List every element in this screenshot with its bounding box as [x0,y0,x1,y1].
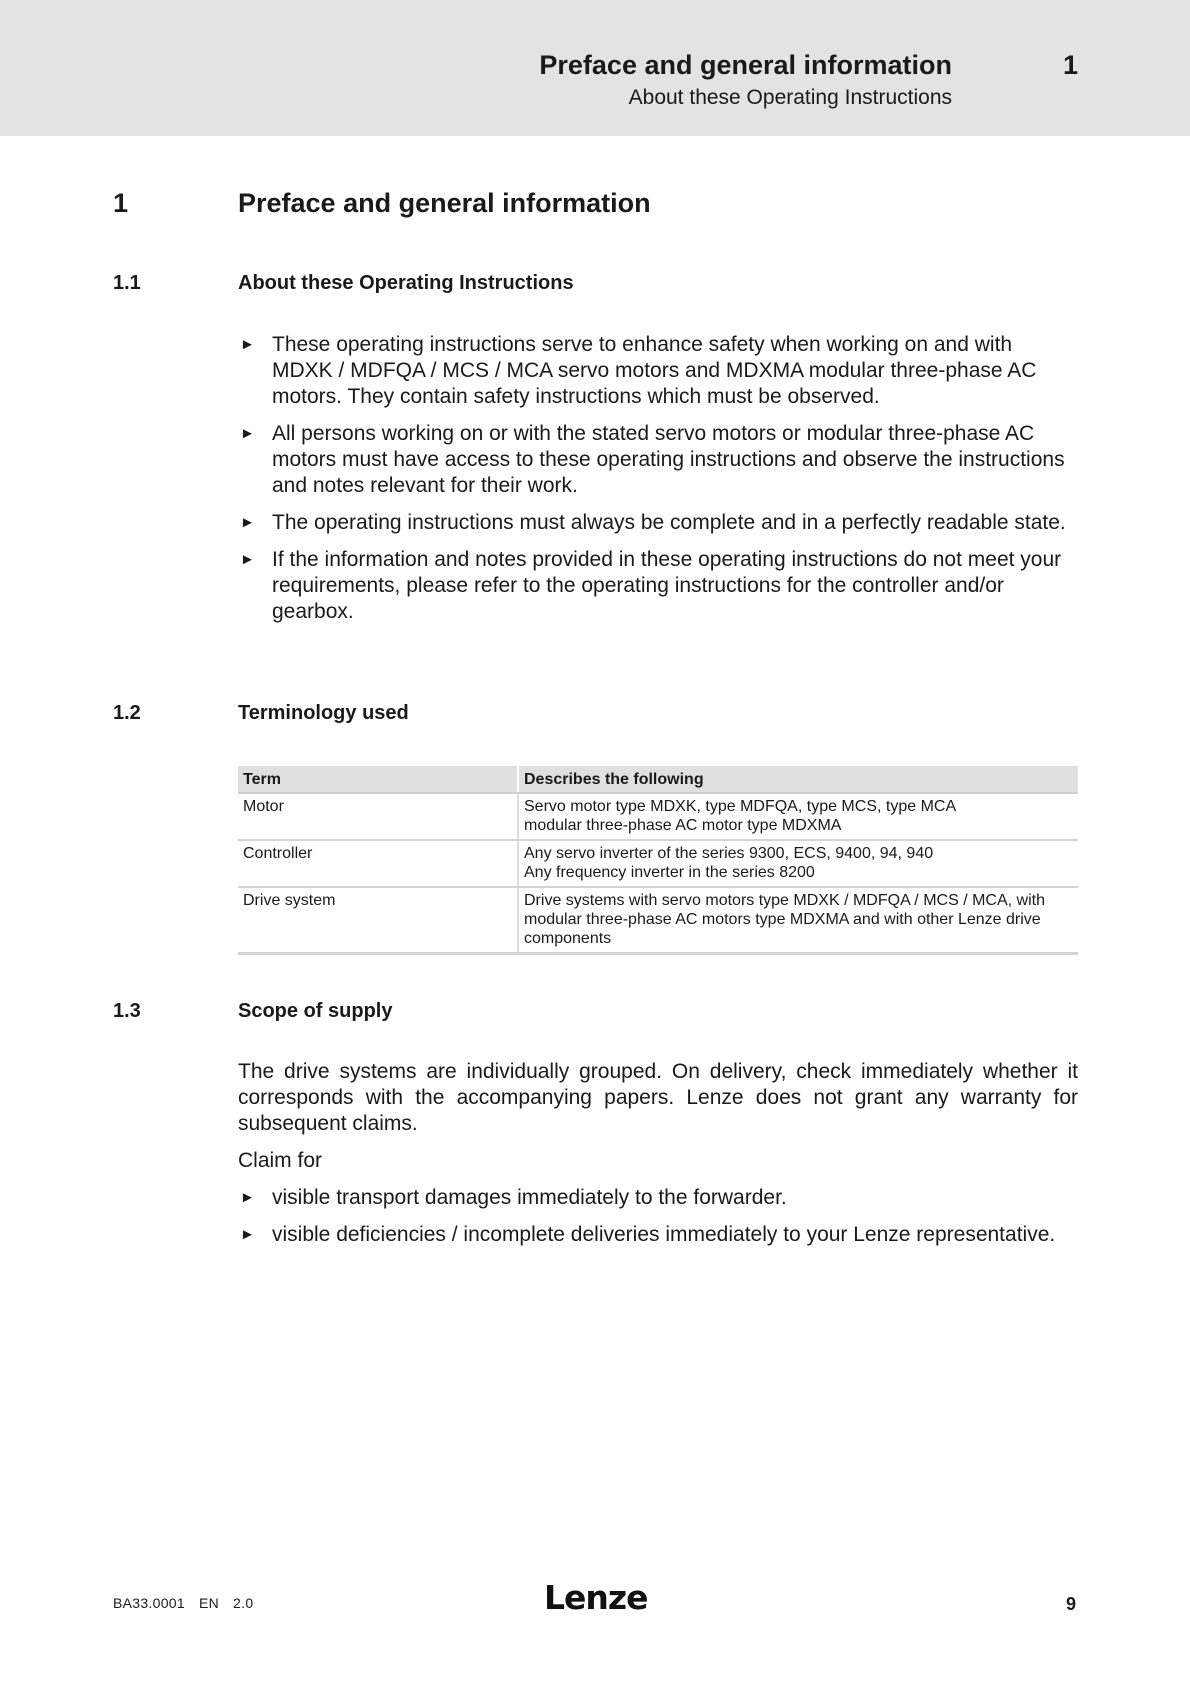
header-subtitle: About these Operating Instructions [628,86,952,109]
section-title-1-1: About these Operating Instructions [238,272,574,294]
chapter-number: 1 [113,188,129,218]
bullet-list [238,332,1078,625]
list-item: ► All persons working on or with the stated servo motors or modular three-phase AC motors must have access to these operating instructions and observe the instructions and notes relevant for their work. [240,422,1065,497]
table-row [238,840,1078,887]
section-title-1-3: Scope of supply [238,1000,393,1022]
table-row [238,793,1078,840]
arrow-bullet-icon: ► [240,551,255,568]
section-1-1-body [238,332,1078,636]
claim-label: Claim for [238,1149,323,1172]
chapter-title: Preface and general information [238,188,651,218]
doc-code: BA33.0001 [113,1595,185,1611]
doc-language: EN [198,1595,220,1611]
header-title: Preface and general information [539,50,952,80]
arrow-bullet-icon: ► [240,336,255,353]
header-chapter-number: 1 [1062,50,1078,80]
table-row [238,887,1078,954]
doc-version: 2.0 [233,1595,254,1611]
section-number-1-1: 1.1 [113,272,141,294]
list-item: ► The operating instructions must always be complete and in a perfectly readable state. [240,511,1066,534]
lenze-logo: Lenze [544,1578,648,1617]
document-id [113,1595,267,1611]
section-1-3-body [238,1059,1078,1259]
column-header-description: Describes the following [518,766,1078,793]
description-cell: Servo motor type MDXK, type MDFQA, type MCS, type MCA modular three-phase AC motor type MDXMA [518,793,1078,840]
bullet-list [238,1185,1078,1248]
arrow-bullet-icon: ► [240,514,255,531]
term-cell: Controller [238,840,518,887]
list-item: ► visible transport damages immediately to the forwarder. [240,1186,787,1209]
table-header-row [238,766,1078,793]
column-header-term: Term [238,766,518,793]
section-title-1-2: Terminology used [238,702,409,724]
section-number-1-2: 1.2 [113,702,141,724]
description-cell: Drive systems with servo motors type MDXK / MDFQA / MCS / MCA, with modular three-phase AC motors type MDXMA and with other Lenze drive components [518,887,1078,954]
list-item: ► visible deficiencies / incomplete deliveries immediately to your Lenze representative. [240,1223,1056,1246]
term-cell: Drive system [238,887,518,954]
list-item: ► If the information and notes provided in these operating instructions do not meet your requirements, please refer to the operating instructions for the controller and/or gearbox. [240,548,1062,623]
page-header [0,0,1190,136]
term-cell: Motor [238,793,518,840]
page-number: 9 [1065,1594,1076,1614]
arrow-bullet-icon: ► [240,1226,255,1243]
arrow-bullet-icon: ► [240,425,255,442]
arrow-bullet-icon: ► [240,1189,255,1206]
list-item: ► These operating instructions serve to enhance safety when working on and with MDXK / MDFQA / MCS / MCA servo motors and MDXMA modular three-phase AC motors. They contain safety instructions which must be observed. [240,333,1037,408]
scope-paragraph: The drive systems are individually grouped. On delivery, check immediately whether it corresponds with the accompanying papers. Lenze does not grant any warranty for subsequent claims. [238,1060,1078,1135]
terminology-table [238,766,1078,955]
section-number-1-3: 1.3 [113,1000,141,1022]
description-cell: Any servo inverter of the series 9300, ECS, 9400, 94, 940 Any frequency inverter in the series 8200 [518,840,1078,887]
